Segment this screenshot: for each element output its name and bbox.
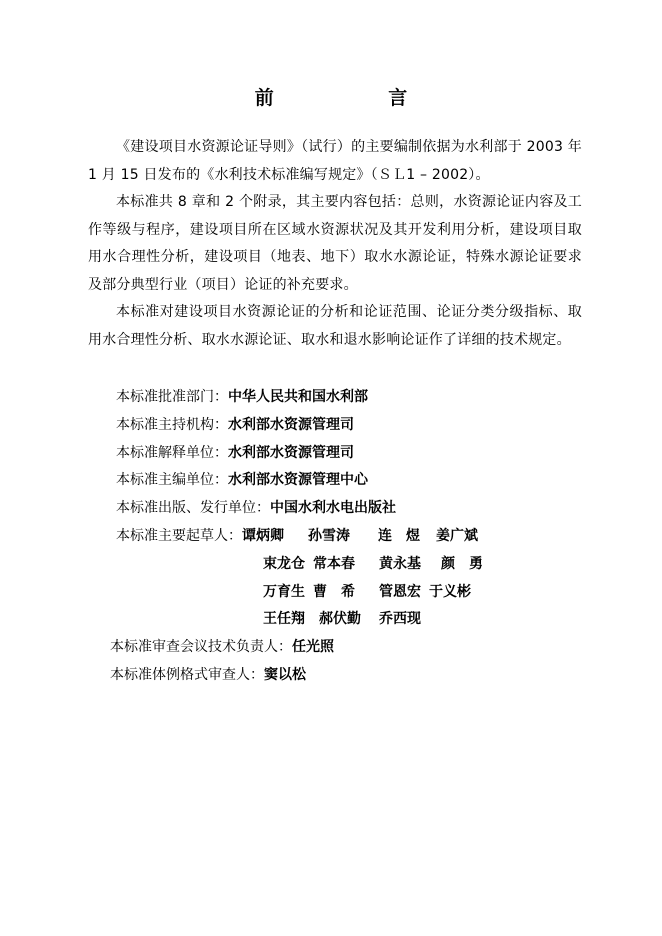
drafters-line-4: [263, 608, 421, 630]
paragraph-basis: 《建设项目水资源论证导则》（试行）的主要编制依据为水利部于 2003 年 1 月 15 日发布的《水利技术标准编写规定》（ＳＬ1 – 2002）。: [88, 139, 582, 183]
drafter-name: 颜 勇: [441, 556, 483, 572]
paragraph-scope: 本标准对建设项目水资源论证的分析和论证范围、论证分类分级指标、取用水合理性分析、取水水源论证、取水和退水影响论证作了详细的技术规定。: [88, 304, 582, 348]
review-line: [110, 636, 334, 658]
drafter-name: 谭炳卿: [242, 528, 284, 544]
format-review-label: 本标准体例格式审查人：: [110, 667, 264, 683]
editor-value: 水利部水资源管理中心: [228, 472, 368, 488]
host-label: 本标准主持机构：: [116, 417, 228, 433]
drafter-name: 连 煜: [378, 528, 420, 544]
drafter-name: 乔西现: [379, 611, 421, 627]
drafter-name: 王任翔: [263, 611, 305, 627]
drafter-name: 束龙仓: [263, 556, 305, 572]
publisher-line: [116, 497, 396, 519]
interpret-label: 本标准解释单位：: [116, 445, 228, 461]
drafter-name: 孙雪涛: [308, 528, 350, 544]
review-label: 本标准审查会议技术负责人：: [110, 639, 292, 655]
drafter-name: 管恩宏: [379, 584, 421, 600]
drafters-line-3: [263, 581, 471, 603]
host-value: 水利部水资源管理司: [228, 417, 354, 433]
drafter-name: 于义彬: [429, 584, 471, 600]
interpret-value: 水利部水资源管理司: [228, 445, 354, 461]
editor-line: [116, 469, 368, 491]
publisher-value: 中国水利水电出版社: [270, 500, 396, 516]
drafter-name: 郝伏勤: [319, 611, 361, 627]
publisher-label: 本标准出版、发行单位：: [116, 500, 270, 516]
approval-label: 本标准批准部门：: [116, 389, 228, 405]
drafter-name: 万育生: [263, 584, 305, 600]
format-review-value: 窦以松: [264, 667, 306, 683]
page-title: 前 言: [254, 87, 462, 109]
drafter-name: 姜广斌: [436, 528, 478, 544]
drafters-label: 本标准主要起草人：: [116, 528, 242, 544]
drafter-name: 常本春: [313, 556, 355, 572]
approval-value: 中华人民共和国水利部: [228, 389, 368, 405]
format-review-line: [110, 664, 306, 686]
paragraph-contents: 本标准共 8 章和 2 个附录，其主要内容包括：总则，水资源论证内容及工作等级与程序，建设项目所在区域水资源状况及其开发利用分析，建设项目取用水合理性分析，建设项目（地表、地下）取水水源论证，特殊水源论证要求及部分典型行业（项目）论证的补充要求。: [88, 194, 582, 293]
review-value: 任光照: [292, 639, 334, 655]
drafters-line-2: [263, 553, 483, 575]
drafter-name: 黄永基: [379, 556, 421, 572]
editor-label: 本标准主编单位：: [116, 472, 228, 488]
interpret-line: [116, 442, 354, 464]
approval-line: [116, 386, 368, 408]
drafter-name: 曹 希: [313, 584, 355, 600]
host-line: [116, 414, 354, 436]
drafters-line-1: [116, 525, 478, 547]
